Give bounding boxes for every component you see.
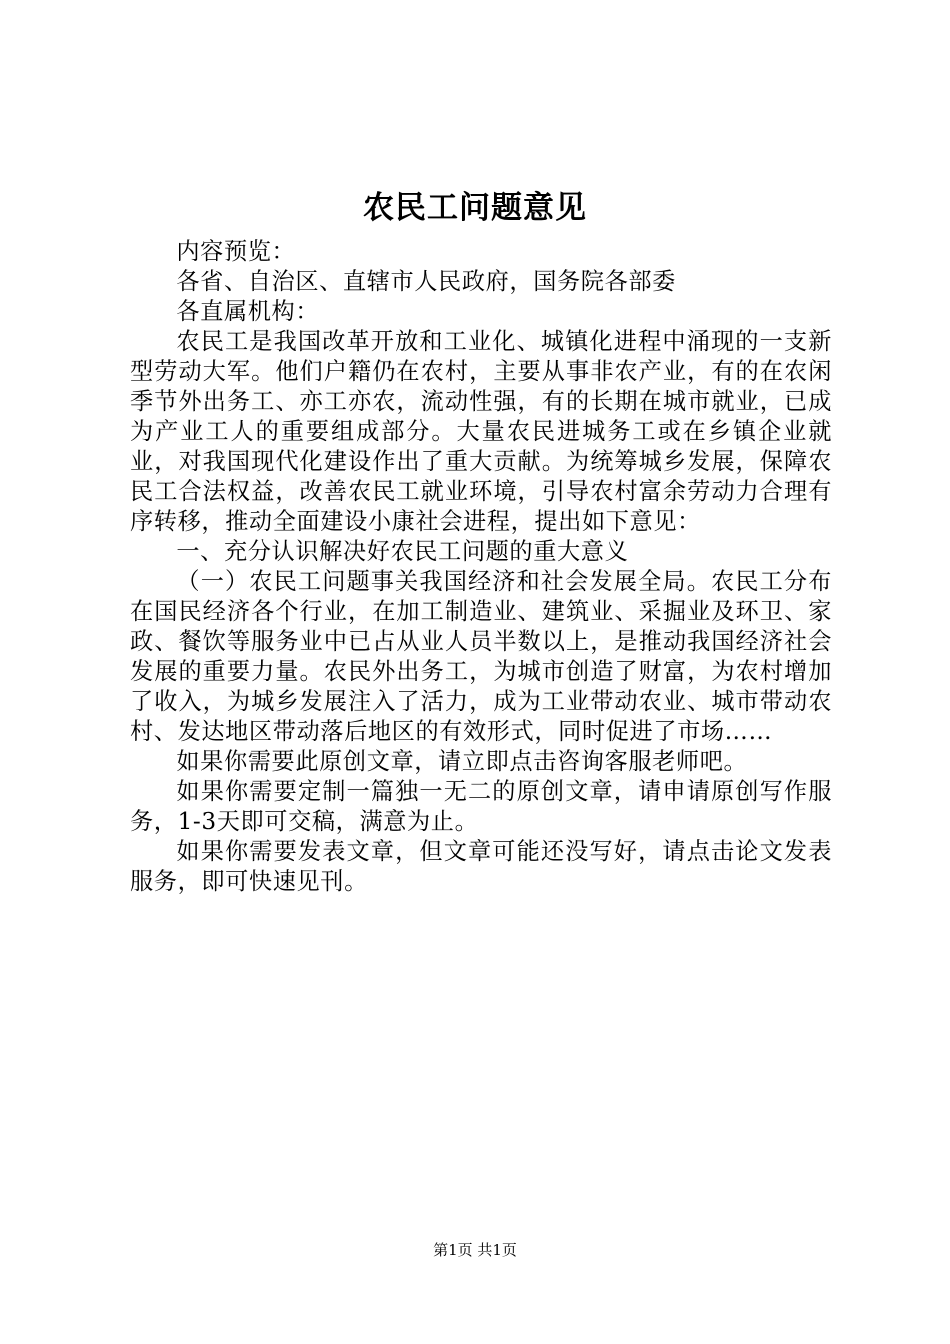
paragraph-custom-writing: 如果你需要定制一篇独一无二的原创文章，请申请原创写作服务，1-3天即可交稿，满意为止。 xyxy=(130,778,832,835)
document-title: 农民工问题意见 xyxy=(363,190,587,226)
document-body xyxy=(130,237,832,897)
paragraph-contact-service: 如果你需要此原创文章，请立即点击咨询客服老师吧。 xyxy=(176,748,748,775)
page-footer: 第1页 共1页 xyxy=(433,1241,517,1259)
paragraph-intro: 农民工是我国改革开放和工业化、城镇化进程中涌现的一支新型劳动大军。他们户籍仍在农村，主要从事非农产业，有的在农闲季节外出务工、亦工亦农，流动性强，有的长期在城市就业，已成为产业工人的重要组成部分。大量农民进城务工或在乡镇企业就业，对我国现代化建设作出了重大贡献。为统筹城乡发展，保障农民工合法权益，改善农民工就业环境，引导农村富余劳动力合理有序转移，推动全面建设小康社会进程，提出如下意见： xyxy=(130,328,832,535)
paragraph-publishing-service: 如果你需要发表文章，但文章可能还没写好，请点击论文发表服务，即可快速见刊。 xyxy=(130,838,832,895)
paragraph-section-1-1: （一）农民工问题事关我国经济和社会发展全局。农民工分布在国民经济各个行业，在加工制造业、建筑业、采掘业及环卫、家政、餐饮等服务业中已占从业人员半数以上，是推动我国经济社会发展的重要力量。农民外出务工，为城市创造了财富，为农村增加了收入，为城乡发展注入了活力，成为工业带动农业、城市带动农村、发达地区带动落后地区的有效形式，同时促进了市场…… xyxy=(130,568,832,745)
paragraph-preview-label: 内容预览： xyxy=(176,238,296,265)
paragraph-addressee-2: 各直属机构： xyxy=(176,298,320,325)
paragraph-addressee-1: 各省、自治区、直辖市人民政府，国务院各部委 xyxy=(176,268,676,295)
section-heading-1: 一、充分认识解决好农民工问题的重大意义 xyxy=(176,538,629,565)
